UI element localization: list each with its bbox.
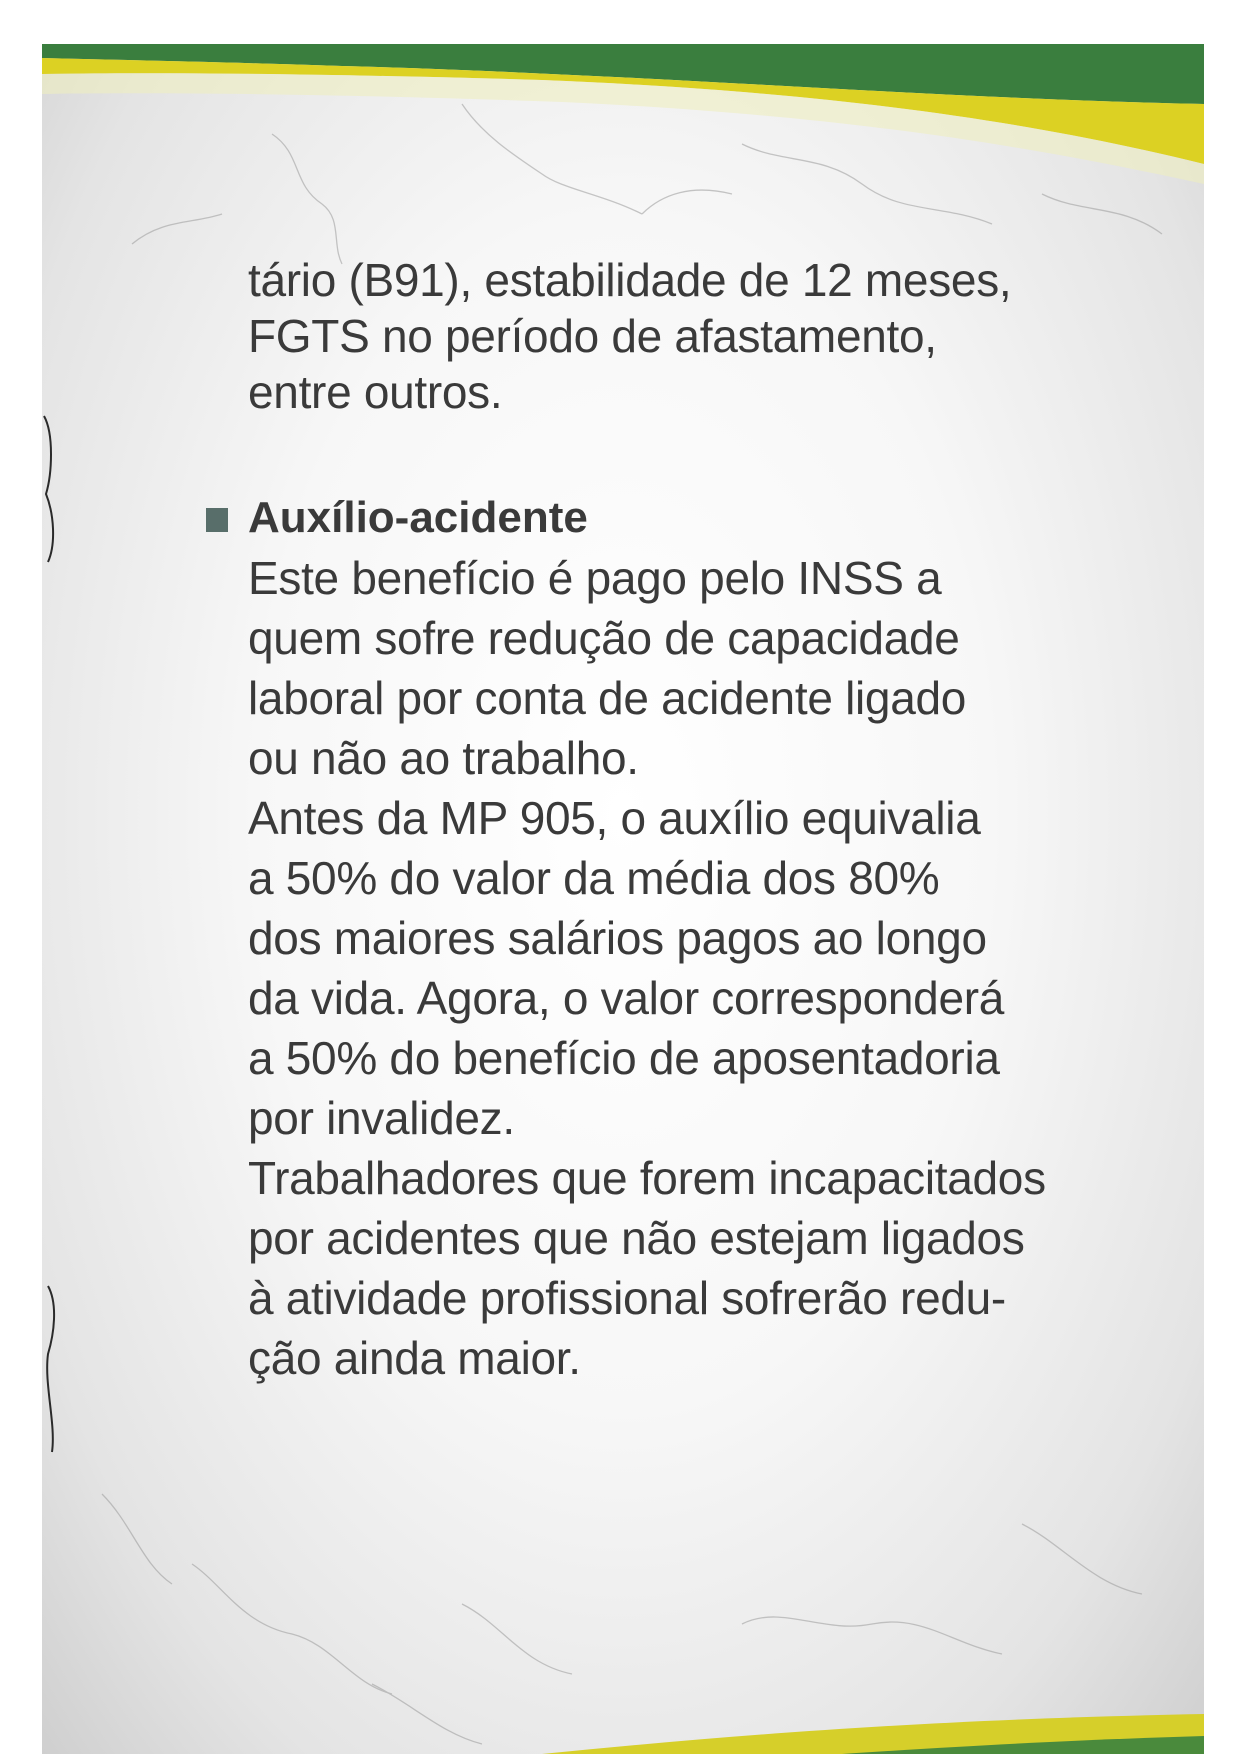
paragraph-line: quem sofre redução de capacidade: [248, 612, 960, 664]
paragraph-line: ou não ao trabalho.: [248, 732, 639, 784]
section-bullet-square: [206, 508, 228, 532]
paragraph-line: à atividade profissional sofrerão redu-: [248, 1272, 1006, 1324]
section-heading: Auxílio-acidente: [248, 493, 588, 542]
bottom-flag-band: [42, 1684, 1204, 1754]
paragraph-line: por acidentes que não estejam ligados: [248, 1212, 1025, 1264]
paragraph-line: Trabalhadores que forem incapacitados: [248, 1152, 1046, 1204]
paragraph-line: da vida. Agora, o valor corresponderá: [248, 972, 1005, 1024]
paragraph-line: por invalidez.: [248, 1092, 515, 1144]
paragraph-line: Este benefício é pago pelo INSS a: [248, 552, 942, 604]
paragraph-line: ção ainda maior.: [248, 1332, 581, 1384]
paragraph-line: laboral por conta de acidente ligado: [248, 672, 967, 724]
staple-mark-bottom: [42, 1284, 72, 1454]
intro-line: FGTS no período de afastamento,: [248, 310, 937, 362]
staple-mark-top: [42, 414, 72, 564]
paragraph-line: a 50% do benefício de aposentadoria: [248, 1032, 1000, 1084]
paragraph-line: a 50% do valor da média dos 80%: [248, 852, 940, 904]
intro-line: entre outros.: [248, 366, 503, 418]
paragraph-line: dos maiores salários pagos ao longo: [248, 912, 987, 964]
intro-line: tário (B91), estabilidade de 12 meses,: [248, 254, 1012, 306]
paragraph-line: Antes da MP 905, o auxílio equivalia: [248, 792, 981, 844]
